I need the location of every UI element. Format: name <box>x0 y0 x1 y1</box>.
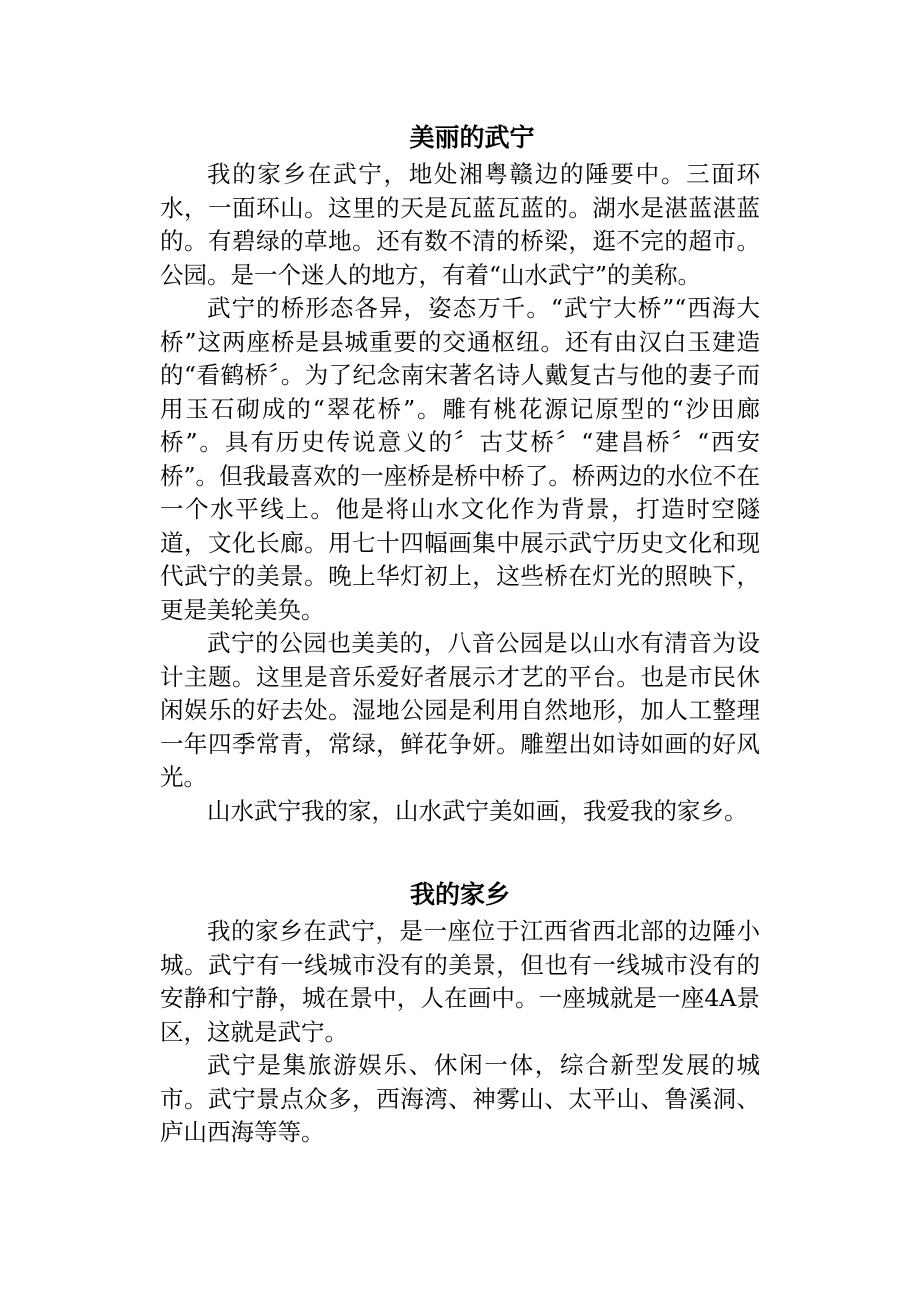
paragraph: 我的家乡在武宁，地处湘粤赣边的陲要中。三面环水，一面环山。这里的天是瓦蓝瓦蓝的。湖水是湛蓝湛蓝的。有碧绿的草地。还有数不清的桥梁，逛不完的超市。公园。是一个迷人的地方，有着“山水武宁”的美称。 <box>160 160 760 289</box>
paragraph: 武宁是集旅游娱乐、休闲一体，综合新型发展的城市。武宁景点众多，西海湾、神雾山、太平山、鲁溪洞、庐山西海等等。 <box>160 1051 760 1146</box>
paragraph: 我的家乡在武宁，是一座位于江西省西北部的边陲小城。武宁有一线城市没有的美景，但也有一线城市没有的安静和宁静，城在景中，人在画中。一座城就是一座4A景区，这就是武宁。 <box>160 917 760 1046</box>
paragraph: 武宁的公园也美美的，八音公园是以山水有清音为设计主题。这里是音乐爱好者展示才艺的平台。也是市民休闲娱乐的好去处。湿地公园是利用自然地形，加人工整理一年四季常青，常绿，鲜花争妍。雕塑出如诗如画的好风光。 <box>160 629 760 791</box>
section-gap <box>160 828 760 875</box>
paragraph: 山水武宁我的家，山水武宁美如画，我爱我的家乡。 <box>207 796 748 825</box>
essay-title: 美丽的武宁 <box>409 123 535 152</box>
document-page <box>160 118 760 1150</box>
essay-title: 我的家乡 <box>409 880 510 909</box>
paragraph: 武宁的桥形态各异，姿态万千。“武宁大桥”“西海大桥”这两座桥是县城重要的交通枢纽。还有由汉白玉建造的“看鹤桥〞。为了纪念南宋著名诗人戴复古与他的妻子而用玉石砌成的“翠花桥”。雕有桃花源记原型的“沙田廊桥”。具有历史传说意义的〞古艾桥〞“建昌桥〞“西安桥”。但我最喜欢的一座桥是桥中桥了。桥两边的水位不在一个水平线上。他是将山水文化作为背景，打造时空隧道，文化长廊。用七十四幅画集中展示武宁历史文化和现代武宁的美景。晚上华灯初上，这些桥在灯光的照映下，更是美轮美奂。 <box>160 294 760 624</box>
